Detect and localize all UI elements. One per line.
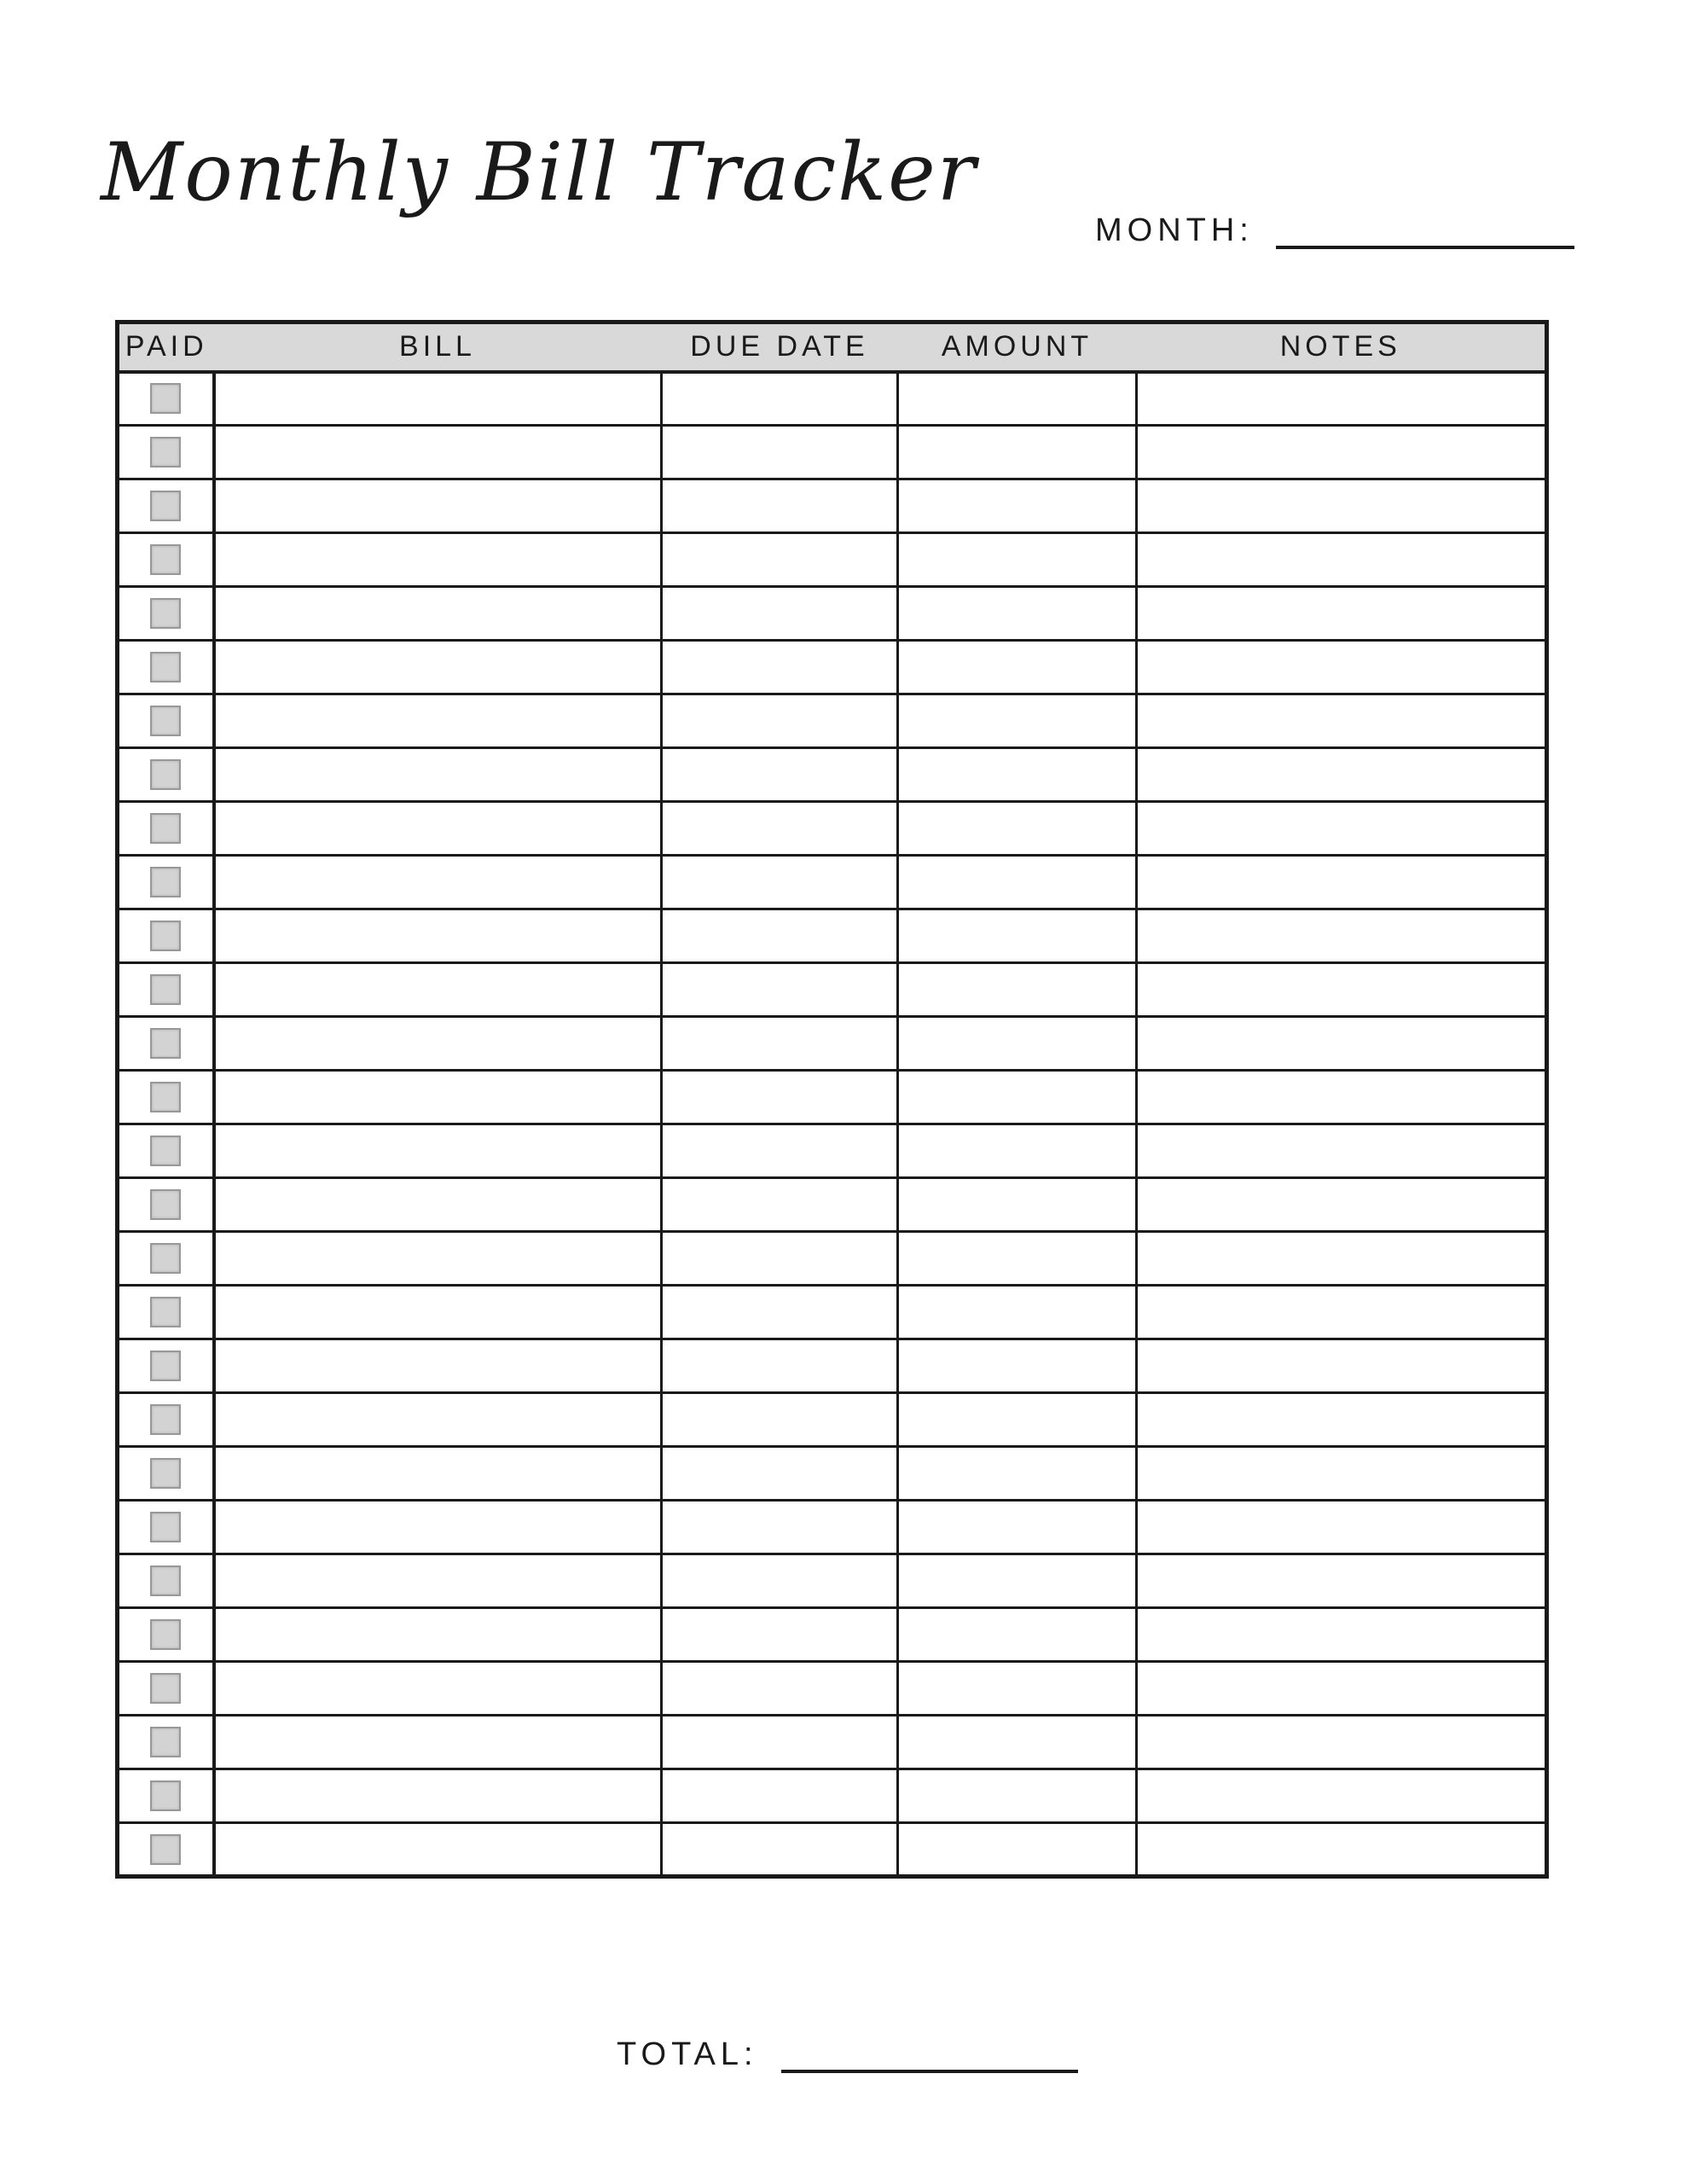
due-date-cell[interactable]: [662, 1232, 898, 1286]
paid-checkbox-icon[interactable]: [150, 1512, 181, 1542]
due-date-cell[interactable]: [662, 533, 898, 587]
table-row: [118, 909, 1547, 963]
paid-checkbox-icon[interactable]: [150, 1082, 181, 1112]
paid-cell[interactable]: [118, 1339, 214, 1393]
paid-cell[interactable]: [118, 1232, 214, 1286]
amount-cell[interactable]: [898, 372, 1137, 426]
amount-cell[interactable]: [898, 1447, 1137, 1501]
amount-cell[interactable]: [898, 1071, 1137, 1124]
total-label: TOTAL:: [617, 2036, 758, 2072]
notes-cell[interactable]: [1137, 479, 1547, 533]
table-row: [118, 641, 1547, 694]
column-header-amount: AMOUNT: [898, 322, 1137, 372]
due-date-cell[interactable]: [662, 1071, 898, 1124]
amount-cell[interactable]: [898, 694, 1137, 748]
paid-checkbox-icon[interactable]: [150, 1136, 181, 1166]
notes-cell[interactable]: [1137, 1447, 1547, 1501]
paid-checkbox-icon[interactable]: [150, 1028, 181, 1059]
amount-cell[interactable]: [898, 641, 1137, 694]
paid-checkbox-icon[interactable]: [150, 383, 181, 414]
due-date-cell[interactable]: [662, 1823, 898, 1877]
due-date-cell[interactable]: [662, 1178, 898, 1232]
due-date-cell[interactable]: [662, 372, 898, 426]
paid-cell[interactable]: [118, 694, 214, 748]
paid-checkbox-icon[interactable]: [150, 437, 181, 468]
paid-checkbox-icon[interactable]: [150, 1458, 181, 1489]
bill-table: [115, 320, 1549, 1879]
table-row: [118, 856, 1547, 909]
month-input-line[interactable]: [1276, 217, 1574, 249]
table-row: [118, 1608, 1547, 1662]
paid-checkbox-icon[interactable]: [150, 1619, 181, 1650]
bill-cell[interactable]: [214, 1769, 662, 1823]
table-row: [118, 1339, 1547, 1393]
bill-cell[interactable]: [214, 1662, 662, 1716]
due-date-cell[interactable]: [662, 694, 898, 748]
paid-cell[interactable]: [118, 1286, 214, 1339]
paid-cell[interactable]: [118, 909, 214, 963]
table-row: [118, 1716, 1547, 1769]
table-row: [118, 1286, 1547, 1339]
paid-checkbox-icon[interactable]: [150, 1780, 181, 1811]
notes-cell[interactable]: [1137, 587, 1547, 641]
table-row: [118, 1393, 1547, 1447]
bill-cell[interactable]: [214, 694, 662, 748]
due-date-cell[interactable]: [662, 641, 898, 694]
bill-cell[interactable]: [214, 426, 662, 479]
table-row: [118, 1447, 1547, 1501]
notes-cell[interactable]: [1137, 963, 1547, 1017]
paid-cell[interactable]: [118, 1554, 214, 1608]
amount-cell[interactable]: [898, 1823, 1137, 1877]
paid-cell[interactable]: [118, 641, 214, 694]
paid-cell[interactable]: [118, 1017, 214, 1071]
amount-cell[interactable]: [898, 1393, 1137, 1447]
bill-cell[interactable]: [214, 587, 662, 641]
paid-checkbox-icon[interactable]: [150, 921, 181, 951]
table-row: [118, 479, 1547, 533]
month-label: MONTH:: [1095, 212, 1254, 248]
notes-cell[interactable]: [1137, 748, 1547, 802]
bill-cell[interactable]: [214, 641, 662, 694]
amount-cell[interactable]: [898, 963, 1137, 1017]
bill-cell[interactable]: [214, 372, 662, 426]
notes-cell[interactable]: [1137, 1339, 1547, 1393]
due-date-cell[interactable]: [662, 1393, 898, 1447]
table-row: [118, 694, 1547, 748]
bill-cell[interactable]: [214, 1393, 662, 1447]
bill-cell[interactable]: [214, 1232, 662, 1286]
bill-cell[interactable]: [214, 748, 662, 802]
notes-cell[interactable]: [1137, 1071, 1547, 1124]
due-date-cell[interactable]: [662, 1017, 898, 1071]
paid-cell[interactable]: [118, 587, 214, 641]
header-row: [118, 322, 1547, 372]
table-row: [118, 748, 1547, 802]
paid-cell[interactable]: [118, 533, 214, 587]
paid-cell[interactable]: [118, 963, 214, 1017]
paid-cell[interactable]: [118, 802, 214, 856]
notes-cell[interactable]: [1137, 1178, 1547, 1232]
column-header-notes: NOTES: [1137, 322, 1547, 372]
column-header-bill: BILL: [214, 322, 662, 372]
paid-checkbox-icon[interactable]: [150, 1243, 181, 1274]
amount-cell[interactable]: [898, 1608, 1137, 1662]
table-row: [118, 1071, 1547, 1124]
bill-cell[interactable]: [214, 533, 662, 587]
amount-cell[interactable]: [898, 1017, 1137, 1071]
due-date-cell[interactable]: [662, 1608, 898, 1662]
notes-cell[interactable]: [1137, 856, 1547, 909]
amount-cell[interactable]: [898, 1554, 1137, 1608]
bill-cell[interactable]: [214, 1716, 662, 1769]
paid-cell[interactable]: [118, 1716, 214, 1769]
paid-cell[interactable]: [118, 1823, 214, 1877]
bill-cell[interactable]: [214, 1071, 662, 1124]
table-row: [118, 1662, 1547, 1716]
due-date-cell[interactable]: [662, 856, 898, 909]
bill-cell[interactable]: [214, 1124, 662, 1178]
paid-checkbox-icon[interactable]: [150, 1350, 181, 1381]
total-input-line[interactable]: [781, 2041, 1078, 2073]
table-row: [118, 1769, 1547, 1823]
bill-cell[interactable]: [214, 479, 662, 533]
due-date-cell[interactable]: [662, 1124, 898, 1178]
due-date-cell[interactable]: [662, 1286, 898, 1339]
table-row: [118, 426, 1547, 479]
bill-cell[interactable]: [214, 1501, 662, 1554]
paid-checkbox-icon[interactable]: [150, 1673, 181, 1704]
paid-cell[interactable]: [118, 479, 214, 533]
paid-cell[interactable]: [118, 1447, 214, 1501]
bill-table-body: [118, 372, 1547, 1877]
table-row: [118, 1232, 1547, 1286]
paid-checkbox-icon[interactable]: [150, 759, 181, 790]
table-row: [118, 963, 1547, 1017]
notes-cell[interactable]: [1137, 1554, 1547, 1608]
bill-cell[interactable]: [214, 963, 662, 1017]
paid-checkbox-icon[interactable]: [150, 974, 181, 1005]
paid-checkbox-icon[interactable]: [150, 1727, 181, 1757]
notes-cell[interactable]: [1137, 641, 1547, 694]
bill-cell[interactable]: [214, 802, 662, 856]
notes-cell[interactable]: [1137, 533, 1547, 587]
bill-cell[interactable]: [214, 1178, 662, 1232]
due-date-cell[interactable]: [662, 1339, 898, 1393]
due-date-cell[interactable]: [662, 1501, 898, 1554]
table-row: [118, 372, 1547, 426]
bill-cell[interactable]: [214, 1017, 662, 1071]
notes-cell[interactable]: [1137, 802, 1547, 856]
amount-cell[interactable]: [898, 802, 1137, 856]
table-row: [118, 1554, 1547, 1608]
paid-cell[interactable]: [118, 1608, 214, 1662]
page-title: Monthly Bill Tracker: [101, 126, 977, 219]
due-date-cell[interactable]: [662, 587, 898, 641]
bill-table-header: [118, 322, 1547, 372]
due-date-cell[interactable]: [662, 1662, 898, 1716]
amount-cell[interactable]: [898, 748, 1137, 802]
due-date-cell[interactable]: [662, 963, 898, 1017]
notes-cell[interactable]: [1137, 1608, 1547, 1662]
paid-cell[interactable]: [118, 426, 214, 479]
bill-cell[interactable]: [214, 1447, 662, 1501]
table-row: [118, 1124, 1547, 1178]
table-row: [118, 1017, 1547, 1071]
paid-cell[interactable]: [118, 1178, 214, 1232]
notes-cell[interactable]: [1137, 1232, 1547, 1286]
bill-cell[interactable]: [214, 856, 662, 909]
amount-cell[interactable]: [898, 856, 1137, 909]
notes-cell[interactable]: [1137, 1823, 1547, 1877]
due-date-cell[interactable]: [662, 748, 898, 802]
due-date-cell[interactable]: [662, 1554, 898, 1608]
notes-cell[interactable]: [1137, 1662, 1547, 1716]
bill-cell[interactable]: [214, 1608, 662, 1662]
bill-cell[interactable]: [214, 1554, 662, 1608]
amount-cell[interactable]: [898, 1232, 1137, 1286]
month-field: [1095, 213, 1574, 249]
notes-cell[interactable]: [1137, 1124, 1547, 1178]
paid-cell[interactable]: [118, 1124, 214, 1178]
amount-cell[interactable]: [898, 1124, 1137, 1178]
paid-cell[interactable]: [118, 1769, 214, 1823]
notes-cell[interactable]: [1137, 1501, 1547, 1554]
due-date-cell[interactable]: [662, 479, 898, 533]
due-date-cell[interactable]: [662, 1716, 898, 1769]
amount-cell[interactable]: [898, 909, 1137, 963]
amount-cell[interactable]: [898, 1769, 1137, 1823]
bill-cell[interactable]: [214, 1823, 662, 1877]
amount-cell[interactable]: [898, 533, 1137, 587]
paid-checkbox-icon[interactable]: [150, 867, 181, 897]
amount-cell[interactable]: [898, 479, 1137, 533]
amount-cell[interactable]: [898, 1178, 1137, 1232]
paid-checkbox-icon[interactable]: [150, 1834, 181, 1865]
due-date-cell[interactable]: [662, 802, 898, 856]
paid-checkbox-icon[interactable]: [150, 1297, 181, 1327]
table-row: [118, 1178, 1547, 1232]
due-date-cell[interactable]: [662, 1769, 898, 1823]
bill-cell[interactable]: [214, 1339, 662, 1393]
paid-cell[interactable]: [118, 1662, 214, 1716]
notes-cell[interactable]: [1137, 909, 1547, 963]
table-row: [118, 1823, 1547, 1877]
notes-cell[interactable]: [1137, 1393, 1547, 1447]
paid-checkbox-icon[interactable]: [150, 652, 181, 682]
total-field: [617, 2037, 1078, 2073]
amount-cell[interactable]: [898, 426, 1137, 479]
table-row: [118, 1501, 1547, 1554]
paid-checkbox-icon[interactable]: [150, 1565, 181, 1596]
due-date-cell[interactable]: [662, 426, 898, 479]
paid-checkbox-icon[interactable]: [150, 491, 181, 521]
notes-cell[interactable]: [1137, 1286, 1547, 1339]
paid-cell[interactable]: [118, 372, 214, 426]
paid-cell[interactable]: [118, 1393, 214, 1447]
due-date-cell[interactable]: [662, 1447, 898, 1501]
table-row: [118, 533, 1547, 587]
table-row: [118, 802, 1547, 856]
amount-cell[interactable]: [898, 1662, 1137, 1716]
paid-cell[interactable]: [118, 856, 214, 909]
paid-cell[interactable]: [118, 748, 214, 802]
column-header-paid: PAID: [118, 322, 214, 372]
paid-checkbox-icon[interactable]: [150, 598, 181, 629]
notes-cell[interactable]: [1137, 1716, 1547, 1769]
paid-cell[interactable]: [118, 1071, 214, 1124]
amount-cell[interactable]: [898, 1716, 1137, 1769]
column-header-due-date: DUE DATE: [662, 322, 898, 372]
paid-checkbox-icon[interactable]: [150, 706, 181, 736]
paid-checkbox-icon[interactable]: [150, 544, 181, 575]
amount-cell[interactable]: [898, 1339, 1137, 1393]
paid-checkbox-icon[interactable]: [150, 1189, 181, 1220]
due-date-cell[interactable]: [662, 909, 898, 963]
notes-cell[interactable]: [1137, 1017, 1547, 1071]
paid-checkbox-icon[interactable]: [150, 813, 181, 844]
paid-cell[interactable]: [118, 1501, 214, 1554]
amount-cell[interactable]: [898, 587, 1137, 641]
paid-checkbox-icon[interactable]: [150, 1404, 181, 1435]
notes-cell[interactable]: [1137, 426, 1547, 479]
notes-cell[interactable]: [1137, 1769, 1547, 1823]
bill-cell[interactable]: [214, 909, 662, 963]
amount-cell[interactable]: [898, 1501, 1137, 1554]
notes-cell[interactable]: [1137, 372, 1547, 426]
bill-cell[interactable]: [214, 1286, 662, 1339]
amount-cell[interactable]: [898, 1286, 1137, 1339]
notes-cell[interactable]: [1137, 694, 1547, 748]
table-row: [118, 587, 1547, 641]
